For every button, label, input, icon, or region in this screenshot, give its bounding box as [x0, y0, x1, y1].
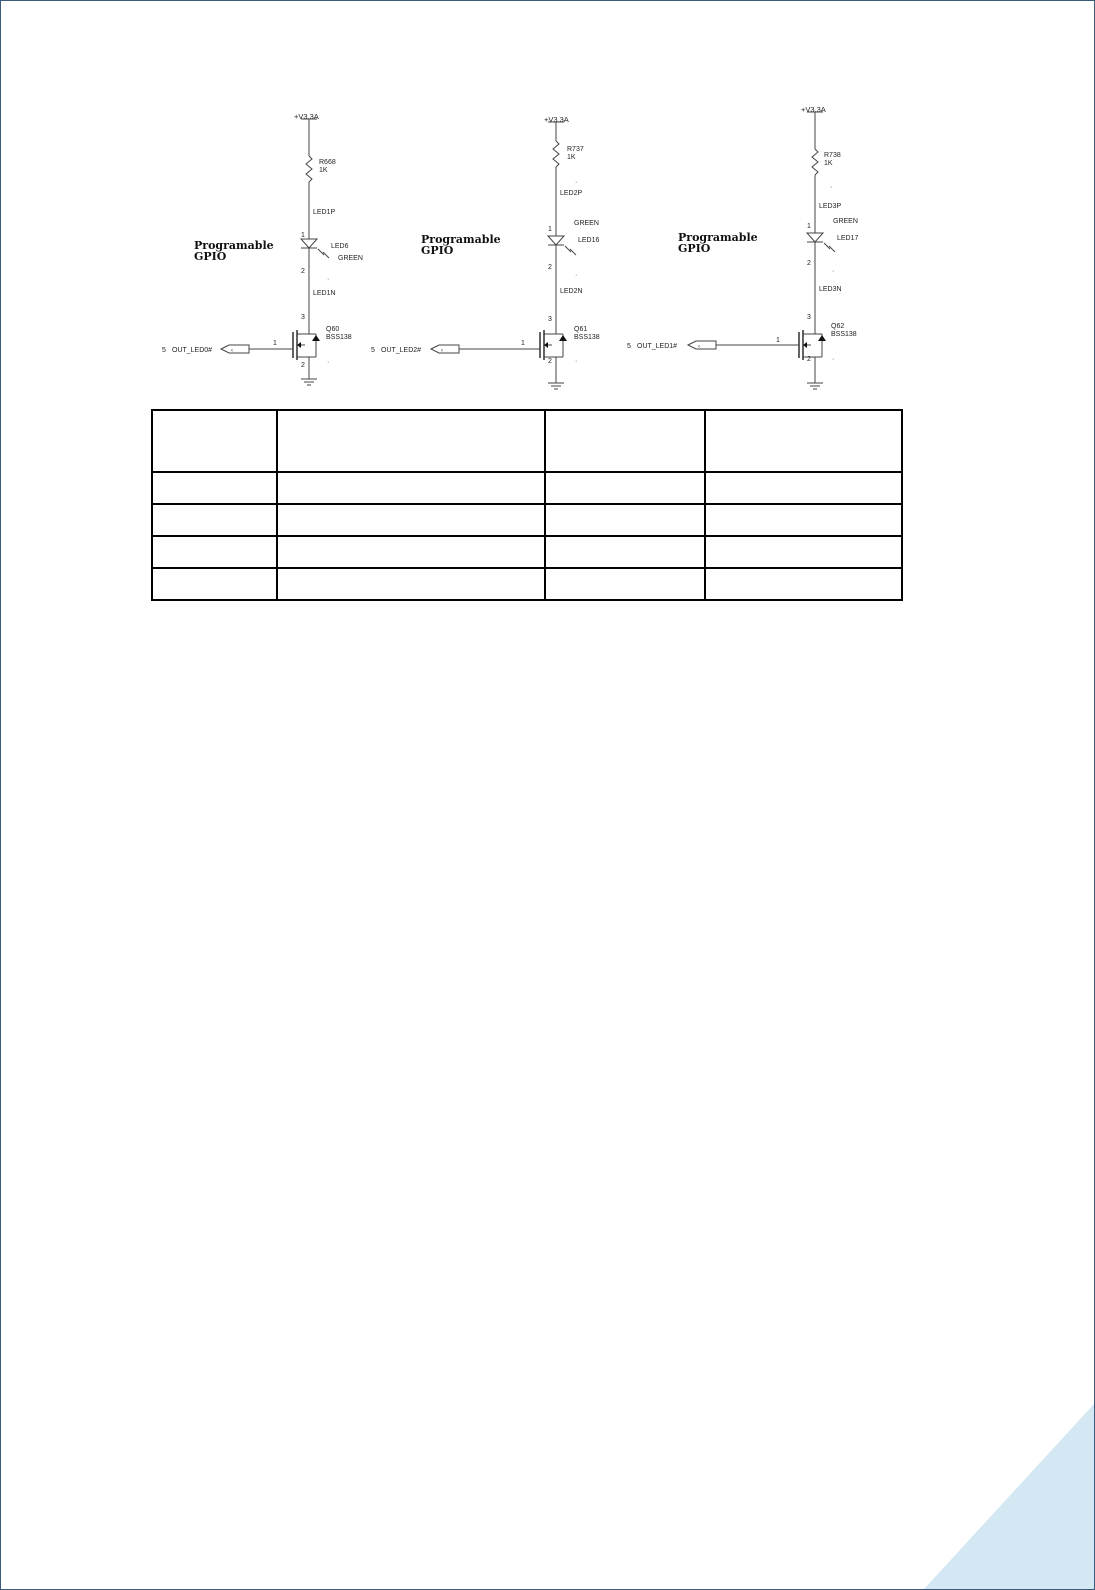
svg-text:·: · — [327, 359, 330, 366]
circuit-3 — [627, 105, 859, 389]
table-cell — [277, 504, 545, 536]
table-cell — [152, 568, 277, 600]
signal-net: OUT_LED2# — [381, 347, 422, 354]
table-row — [152, 472, 902, 504]
gpio-label-line2: GPIO — [421, 244, 454, 257]
fet-part: BSS138 — [326, 334, 352, 341]
table-row — [152, 504, 902, 536]
fet-ref: Q62 — [831, 323, 845, 330]
fet-diode-triangle — [818, 335, 826, 341]
signal-prefix: 5 — [162, 347, 166, 354]
resistor-symbol — [306, 156, 312, 182]
table-cell — [152, 504, 277, 536]
corner-accent-triangle — [924, 1404, 1094, 1589]
power-label: +V3.3A — [544, 115, 569, 124]
table-cell — [545, 568, 705, 600]
led-pin1: 1 — [807, 223, 811, 230]
fet-gate-pin: 1 — [776, 337, 780, 344]
table-cell — [705, 504, 902, 536]
table-cell — [277, 472, 545, 504]
gpio-label-line2: GPIO — [678, 242, 711, 255]
table-cell — [705, 472, 902, 504]
fet-ref: Q60 — [326, 326, 340, 333]
svg-text:·: · — [575, 358, 578, 365]
table-cell — [545, 504, 705, 536]
led-ref: LED6 — [331, 243, 349, 250]
fet-drain-pin: 3 — [301, 314, 305, 321]
gpio-label-line1: Programable — [678, 231, 758, 244]
signal-net: OUT_LED1# — [637, 343, 678, 350]
resistor-value: 1K — [319, 167, 328, 174]
fet-drain-pin: 3 — [807, 314, 811, 321]
led-pin1: 1 — [301, 232, 305, 239]
led-ref: LED17 — [837, 235, 859, 242]
fet-source-pin: 2 — [301, 362, 305, 369]
table-header-cell — [152, 410, 277, 472]
led-diode-symbol — [548, 236, 564, 245]
fet-part: BSS138 — [574, 334, 600, 341]
gpio-label-line2: GPIO — [194, 250, 227, 263]
svg-text:‹: ‹ — [441, 348, 443, 354]
fet-drain-pin: 3 — [548, 316, 552, 323]
power-label: +V3.3A — [294, 112, 319, 121]
svg-text:·: · — [575, 272, 578, 279]
table-row — [152, 536, 902, 568]
svg-text:‹: ‹ — [698, 344, 700, 350]
signal-prefix: 5 — [371, 347, 375, 354]
gpio-label-line1: Programable — [194, 239, 274, 252]
power-label: +V3.3A — [801, 105, 826, 114]
table-header-cell — [705, 410, 902, 472]
resistor-ref: R737 — [567, 146, 584, 153]
led-pin2: 2 — [301, 268, 305, 275]
cathode-net-label: LED3N — [819, 286, 842, 293]
fet-ref: Q61 — [574, 326, 588, 333]
fet-gate-pin: 1 — [273, 340, 277, 347]
signal-net: OUT_LED0# — [172, 347, 213, 354]
table-cell — [545, 536, 705, 568]
table-header-cell — [277, 410, 545, 472]
cathode-net-label: LED2N — [560, 288, 583, 295]
resistor-value: 1K — [567, 154, 576, 161]
table-cell — [705, 568, 902, 600]
svg-text:·: · — [832, 268, 835, 275]
table-cell — [277, 568, 545, 600]
fet-diode-triangle — [559, 335, 567, 341]
svg-text:·: · — [575, 179, 578, 186]
circuit-2 — [371, 115, 600, 389]
led-gpio-table — [151, 409, 903, 601]
svg-text:‹: ‹ — [231, 348, 233, 354]
led-ref: LED16 — [578, 237, 600, 244]
circuit-1 — [162, 112, 363, 385]
table-cell — [277, 536, 545, 568]
svg-text:·: · — [327, 276, 330, 283]
table-row — [152, 568, 902, 600]
anode-net-label: LED1P — [313, 209, 336, 216]
anode-net-label: LED2P — [560, 190, 583, 197]
led-diode-symbol — [807, 233, 823, 242]
resistor-ref: R738 — [824, 152, 841, 159]
offpage-connector — [221, 345, 249, 353]
fet-part: BSS138 — [831, 331, 857, 338]
svg-text:·: · — [832, 356, 835, 363]
offpage-connector — [688, 341, 716, 349]
resistor-symbol — [553, 141, 559, 167]
led-gpio-schematic — [1, 1, 1095, 401]
resistor-ref: R668 — [319, 159, 336, 166]
table-cell — [152, 472, 277, 504]
led-color: GREEN — [833, 218, 858, 225]
fet-source-pin: 2 — [548, 358, 552, 365]
led-diode-symbol — [301, 239, 317, 248]
led-pin2: 2 — [807, 260, 811, 267]
fet-diode-triangle — [312, 335, 320, 341]
anode-net-label: LED3P — [819, 203, 842, 210]
fet-gate-pin: 1 — [521, 340, 525, 347]
svg-text:·: · — [830, 184, 833, 191]
led-color: GREEN — [574, 220, 599, 227]
cathode-net-label: LED1N — [313, 290, 336, 297]
led-color: GREEN — [338, 255, 363, 262]
table-cell — [545, 472, 705, 504]
led-pin1: 1 — [548, 226, 552, 233]
table-header-cell — [545, 410, 705, 472]
table-cell — [152, 536, 277, 568]
gpio-label-line1: Programable — [421, 233, 501, 246]
table-header-row — [152, 410, 902, 472]
resistor-symbol — [812, 149, 818, 175]
offpage-connector — [431, 345, 459, 353]
led-pin2: 2 — [548, 264, 552, 271]
fet-source-pin: 2 — [807, 356, 811, 363]
resistor-value: 1K — [824, 160, 833, 167]
table-cell — [705, 536, 902, 568]
signal-prefix: 5 — [627, 343, 631, 350]
